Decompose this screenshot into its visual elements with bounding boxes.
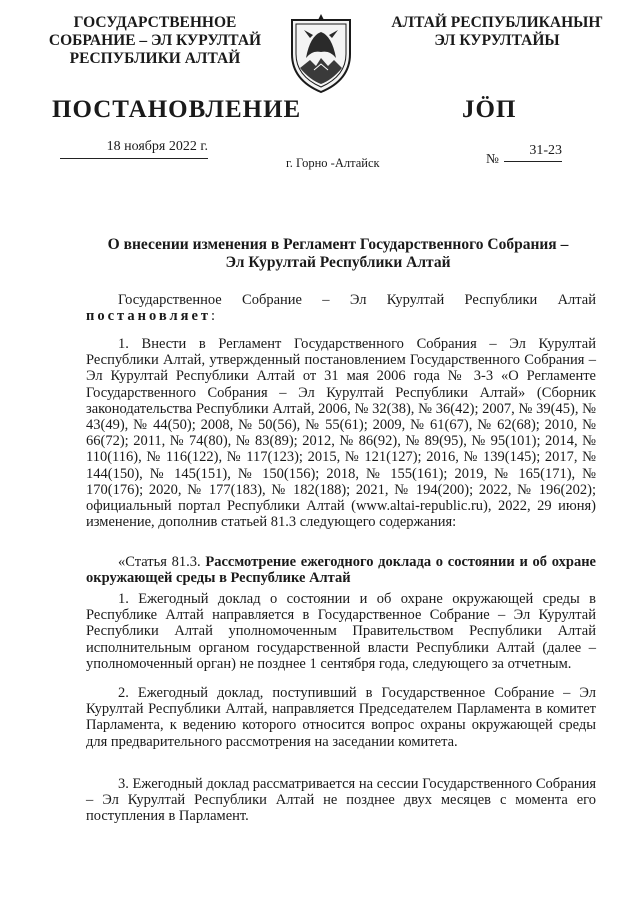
header-left-line2: СОБРАНИЕ – ЭЛ КУРУЛТАЙ	[48, 32, 262, 49]
article-heading	[86, 554, 596, 586]
document-heading	[98, 236, 578, 272]
intro-paragraph	[86, 292, 596, 324]
document-type-title: ПОСТАНОВЛЕНИЕ	[52, 96, 302, 123]
heading-line2: Эл Курултай Республики Алтай	[225, 254, 451, 271]
article-prefix: «Статья 81.3.	[118, 554, 201, 570]
header-right-block	[372, 14, 622, 50]
intro-decree-word: постановляет	[86, 308, 212, 325]
intro-colon: :	[211, 308, 216, 325]
article-title: Рассмотрение ежегодного доклада о состоянии и об охране окружающей среды в Республике Алтай	[86, 554, 596, 587]
document-city: г. Горно -Алтайск	[286, 156, 380, 170]
document-date: 18 ноября 2022 г.	[60, 139, 208, 159]
article-paragraph-3: 3. Ежегодный доклад рассматривается на сессии Государственного Собрания – Эл Курултай Республики Алтай не позднее двух месяцев с момента его поступления в Парламент.	[86, 776, 596, 825]
number-sign: №	[486, 151, 499, 166]
paragraph-1: 1. Внести в Регламент Государственного Собрания – Эл Курултай Республики Алтай, утвержденный постановлением Государственного Собрания – Эл Курултай Республики Алтай от 31 мая 2006 года № 3-3 «О Регламенте Государственного Собрания – Эл Курултай Республики Алтай» (Сборник законодательства Республики Алтай, 2006, № 32(38), № 36(42); 2007, № 39(45), № 43(49), № 44(50); 2008, № 50(56), № 55(61); 2009, № 61(67), № 62(68); 2010, № 66(72); 2011, № 74(80), № 83(89); 2012, № 86(92), № 89(95), № 95(101); 2014, № 110(116), № 116(122), № 117(123); 2015, № 121(127); 2016, № 139(145); 2017, № 144(150), № 145(151), № 150(156); 2018, № 155(161); 2019, № 165(171), № 170(176); 2020, № 177(183), № 182(188); 2021, № 194(200); 2022, № 196(202); официальный портал Республики Алтай (www.altai-republic.ru), 2022, 29 июня) изменение, дополнив статьей 81.3 следующего содержания:	[86, 336, 596, 531]
article-paragraph-2: 2. Ежегодный доклад, поступивший в Государственное Собрание – Эл Курултай Республики Алтай, направляется Председателем Парламента в комитет Парламента, к ведению которого относится вопрос охраны окружающей среды для предварительного рассмотрения на заседании комитета.	[86, 685, 596, 750]
coat-of-arms-icon	[286, 10, 356, 96]
document-number: 31-23	[504, 143, 562, 162]
intro-text: Государственное Собрание – Эл Курултай Республики Алтай	[118, 292, 596, 308]
heading-line1: О внесении изменения в Регламент Государственного Собрания –	[107, 236, 569, 253]
document-type-title-altai: JӦП	[462, 96, 517, 123]
header-left-line3: РЕСПУБЛИКИ АЛТАЙ	[69, 50, 241, 67]
header-right-line2: ЭЛ КУРУЛТАЙЫ	[434, 32, 560, 49]
header-left-line1: ГОСУДАРСТВЕННОЕ	[73, 14, 237, 31]
header-left-block	[40, 14, 270, 68]
article-paragraph-1: 1. Ежегодный доклад о состоянии и об охране окружающей среды в Республике Алтай направляется в Государственное Собрание – Эл Курултай Республики Алтай уполномоченным Правительством Республики Алтай исполнительным органом государственной власти Республики Алтай (далее – уполномоченный орган) не позднее 1 сентября года, следующего за отчетным.	[86, 591, 596, 672]
header-right-line1: АЛТАЙ РЕСПУБЛИКАНЫҤ	[391, 14, 603, 31]
